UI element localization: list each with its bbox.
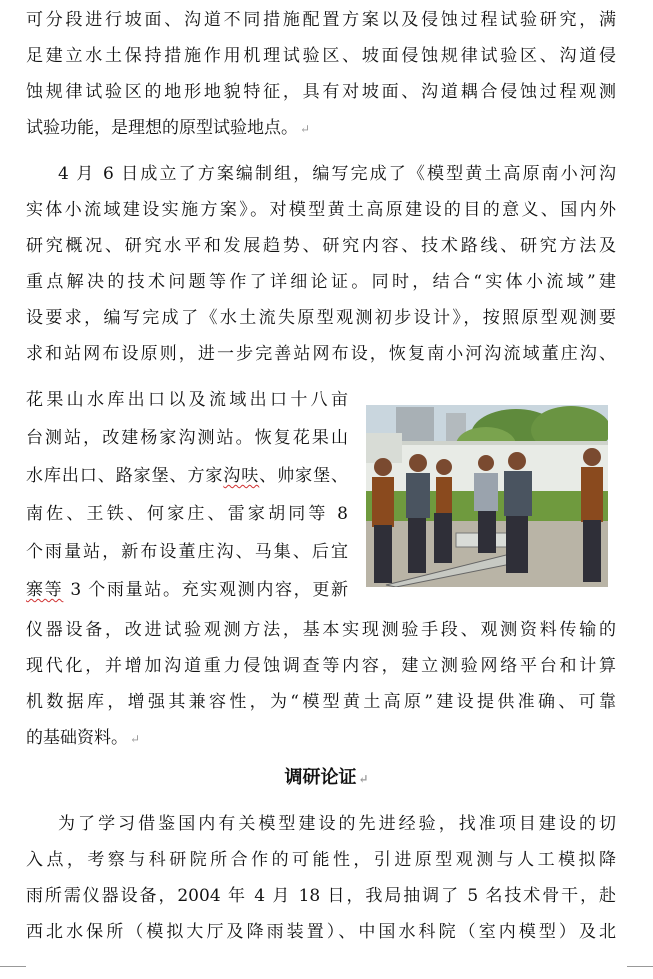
p3-line-2: 入点，考察与科研院所合作的可能性，引进原型观测与人工模拟降	[26, 850, 616, 870]
p2-line-5: 设要求，编写完成了《水土流失原型观测初步设计》，按照原型观测要	[26, 308, 616, 328]
p2-wrap-line-6: 寨等 3 个雨量站。充实观测内容，更新	[26, 580, 349, 600]
group-photo-icon	[366, 405, 608, 587]
spellcheck-mark-2: 寨等	[26, 580, 64, 600]
paragraph-mark-icon: ↵	[130, 732, 141, 746]
p3-line-4: 西北水保所（模拟大厅及降雨装置）、中国水科院（室内模型）及北	[26, 922, 616, 942]
p2-line-7: 仪器设备，改进试验观测方法，基本实现测验手段、观测资料传输的	[26, 620, 616, 640]
margin-mark-right	[627, 966, 653, 967]
p2-line-9: 机数据库，增强其兼容性，为“模型黄土高原”建设提供准确、可靠	[26, 692, 616, 712]
p1-line-1: 可分段进行坡面、沟道不同措施配置方案以及侵蚀过程试验研究，满	[26, 10, 616, 30]
section-heading	[0, 760, 653, 796]
p2-line-6: 求和站网布设原则，进一步完善站网布设，恢复南小河沟流域董庄沟、	[26, 344, 616, 364]
p3-line-3: 雨所需仪器设备，2004 年 4 月 18 日，我局抽调了 5 名技术骨干，赴	[26, 886, 616, 906]
p2-line-3: 研究概况、研究水平和发展趋势、研究内容、技术路线、研究方法及	[26, 236, 616, 256]
paragraph-mark-icon: ↵	[300, 122, 311, 136]
p1-line-4	[26, 110, 616, 146]
p1-line-2: 足建立水土保持措施作用机理试验区、坡面侵蚀规律试验区、沟道侵	[26, 46, 616, 66]
p2-line-10	[26, 720, 616, 756]
p2-line-2: 实体小流域建设实施方案》。对模型黄土高原建设的目的意义、国内外	[26, 200, 616, 220]
p1-line-4-text: 试验功能，是理想的原型试验地点。	[26, 118, 298, 138]
p2-wrap-line-3: 水库出口、路家堡、方家沟呋、帅家堡、	[26, 466, 349, 486]
p3-line-1: 为了学习借鉴国内有关模型建设的先进经验，找准项目建设的切	[58, 814, 616, 834]
p2-line-8: 现代化，并增加沟道重力侵蚀调查等内容，建立测验网络平台和计算	[26, 656, 616, 676]
p2-line-10-text: 的基础资料。	[26, 728, 128, 748]
section-heading-text: 调研论证	[284, 767, 357, 788]
paragraph-mark-icon: ↵	[358, 772, 369, 786]
p2-wrap-line-1: 花果山水库出口以及流域出口十八亩	[26, 390, 348, 410]
p2-wrap-line-4: 南佐、王铁、何家庄、雷家胡同等 8	[26, 504, 348, 524]
p1-line-3: 蚀规律试验区的地形地貌特征，具有对坡面、沟道耦合侵蚀过程观测	[26, 82, 616, 102]
p2-line-4: 重点解决的技术问题等作了详细论证。同时，结合“实体小流域”建	[26, 272, 616, 292]
p2-line-1: 4 月 6 日成立了方案编制组，编写完成了《模型黄土高原南小河沟	[58, 164, 616, 184]
p2-wrap-line-5: 个雨量站，新布设董庄沟、马集、后宜	[26, 542, 348, 562]
margin-mark-left	[0, 966, 26, 967]
p2-wrap-line-2: 台测站，改建杨家沟测站。恢复花果山	[26, 428, 348, 448]
spellcheck-mark: 沟呋	[223, 466, 260, 486]
